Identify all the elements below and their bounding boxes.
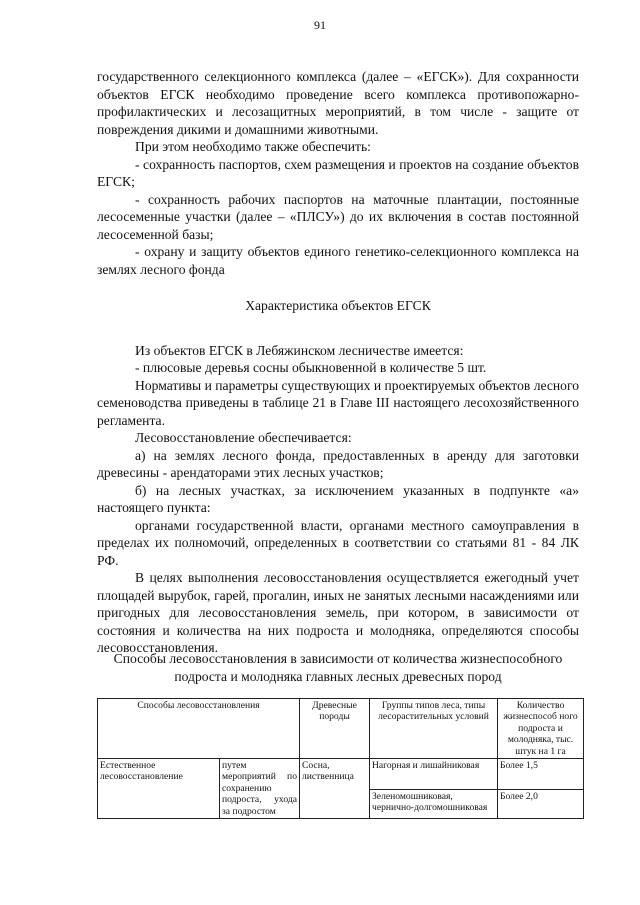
paragraph: - сохранность паспортов, схем размещения и проектов на создание объектов ЕГСК; xyxy=(97,156,579,189)
table-header-row xyxy=(98,699,584,759)
table-title-line: Способы лесовосстановления в зависимости от количества жизнеспособного xyxy=(113,651,563,666)
cell-method: Естественное лесовосстановление xyxy=(98,759,220,819)
paragraph: В целях выполнения лесовосстановления осуществляется ежегодный учет площадей вырубок, гарей, прогалин, иных не занятых лесными насаждениями или пригодных для лесовосстановления земель, при котором, в зависимости от состояния и количества на них подроста и молодняка, определяются способы лесовосстановления. xyxy=(97,570,579,655)
paragraph: органами государственной власти, органами местного самоуправления в пределах их полномочий, определенных в соответствии со статьями 81 - 84 ЛК РФ. xyxy=(97,517,579,568)
paragraph: - охрану и защиту объектов единого генетико-селекционного комплекса на землях лесного фонда xyxy=(97,244,579,277)
cell-measures: путем мероприятий по сохранению подроста, ухода за подростом xyxy=(220,759,300,819)
cell-group: Нагорная и лишайниковая xyxy=(370,759,498,790)
reforestation-table xyxy=(97,698,584,819)
paragraph: - сохранность рабочих паспортов на маточные плантации, постоянные лесосеменные участки (далее – «ПЛСУ») до их включения в состав постоянной лесосеменной базы; xyxy=(97,191,579,242)
paragraph: Лесовосстановление обеспечивается: xyxy=(135,430,352,445)
table-row xyxy=(98,759,584,790)
table-title xyxy=(97,650,579,685)
paragraph: Из объектов ЕГСК в Лебяжинском лесничестве имеется: xyxy=(135,342,464,358)
header-methods: Способы лесовосстановления xyxy=(98,699,300,759)
body-text xyxy=(97,68,579,657)
header-species: Древесные породы xyxy=(300,699,370,759)
header-groups: Группы типов леса, типы лесорастительных условий xyxy=(370,699,498,759)
page-number: 91 xyxy=(314,18,326,32)
paragraph: - плюсовые деревья сосны обыкновенной в количестве 5 шт. xyxy=(135,360,487,375)
cell-quantity: Более 2,0 xyxy=(498,790,584,819)
paragraph: При этом необходимо также обеспечить: xyxy=(135,139,371,154)
cell-species: Сосна, лиственница xyxy=(300,759,370,819)
paragraph: государственного селекционного комплекса (далее – «ЕГСК»). Для сохранности объектов ЕГСК необходимо проведение всего комплекса противопожарно-профилактических и лесозащитных мероприятий, в том числе - защите от повреждения дикими и домашними животными. xyxy=(97,69,579,137)
paragraph: а) на землях лесного фонда, предоставленных в аренду для заготовки древесины - арендаторами этих лесных участков; xyxy=(97,447,579,480)
table-title-line: подроста и молодняка главных лесных древесных пород xyxy=(174,668,502,684)
paragraph: Нормативы и параметры существующих и проектируемых объектов лесного семеноводства приведены в таблице 21 в Главе III настоящего лесохозяйственного регламента. xyxy=(97,377,579,428)
cell-quantity: Более 1,5 xyxy=(498,759,584,790)
cell-group: Зеленомошниковая, чернично-долгомошниковая xyxy=(370,790,498,819)
header-quantity: Количество жизнеспособ ного подроста и молодняка, тыс. штук на 1 га xyxy=(498,699,584,759)
paragraph: б) на лесных участках, за исключением указанных в подпункте «а» настоящего пункта: xyxy=(97,482,579,515)
section-heading: Характеристика объектов ЕГСК xyxy=(245,298,431,313)
